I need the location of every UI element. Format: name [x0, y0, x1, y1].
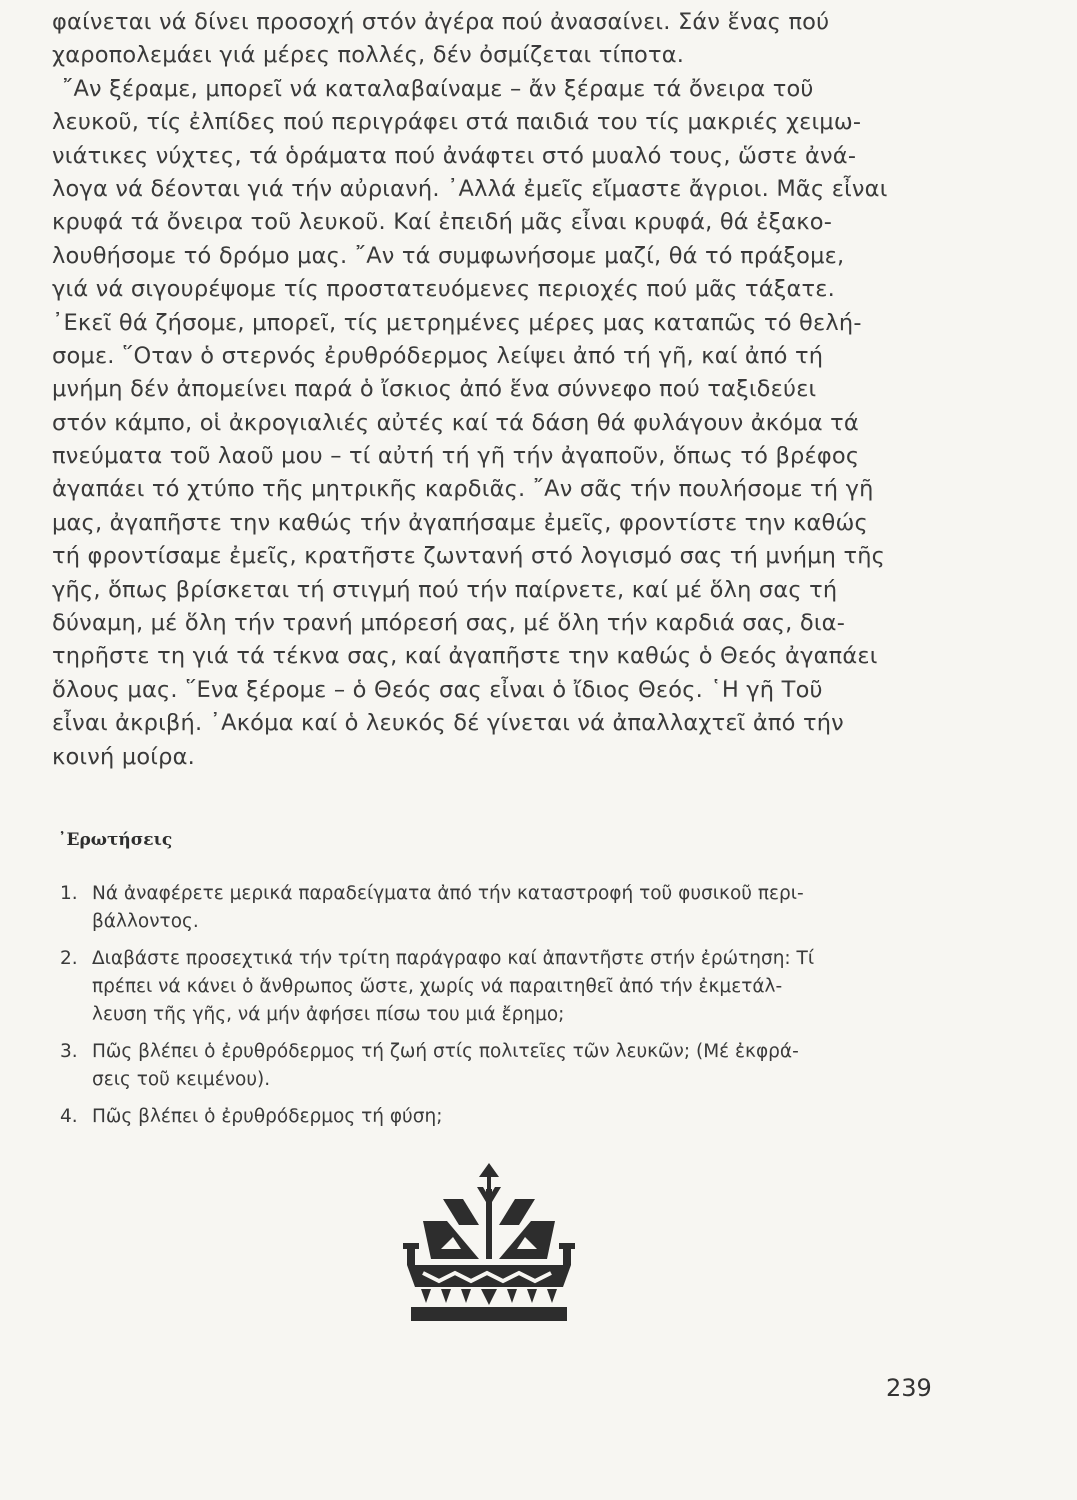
question-number: 1. [60, 883, 78, 904]
question-line: Πῶς βλέπει ὁ ἐρυθρόδερμος τή ζωή στίς πολιτεῖες τῶν λευκῶν; (Μέ ἐκφρά- [92, 1041, 799, 1062]
text-line: ῎Αν ξέραμε, μπορεῖ νά καταλαβαίναμε – ἄν ξέραμε τά ὄνειρα τοῦ [62, 75, 814, 102]
text-line: τή φροντίσαμε ἐμεῖς, κρατῆστε ζωντανή στό λογισμό σας τή μνήμη τῆς [52, 543, 886, 570]
text-line: ἀγαπάει τό χτύπο τῆς μητρικῆς καρδιᾶς. ῎Αν σᾶς τήν πουλήσομε τή γῆ [52, 476, 874, 503]
question-line: Πῶς βλέπει ὁ ἐρυθρόδερμος τή φύση; [92, 1106, 443, 1127]
question-line: σεις τοῦ κειμένου). [92, 1069, 271, 1090]
text-line: μας, ἀγαπῆστε την καθώς τήν ἀγαπήσαμε ἐμεῖς, φροντίστε την καθώς [52, 509, 868, 536]
text-line: γῆς, ὅπως βρίσκεται τή στιγμή πού τήν παίρνετε, καί μέ ὅλη σας τή [52, 576, 838, 603]
text-line: γιά νά σιγουρέψομε τίς προστατευόμενες περιοχές πού μᾶς τάξατε. [52, 276, 836, 303]
question-item [60, 1038, 940, 1094]
question-number: 2. [60, 948, 78, 969]
text-line: εἶναι ἀκριβή. ᾿Ακόμα καί ὁ λευκός δέ γίνεται νά ἀπαλλαχτεῖ ἀπό τήν [52, 710, 844, 737]
questions-heading: ᾿Ερωτήσεις [58, 830, 173, 850]
text-line: φαίνεται νά δίνει προσοχή στόν ἀγέρα πού ἀνασαίνει. Σάν ἕνας πού [52, 9, 830, 35]
text-line: λογα νά δέονται γιά τήν αὐριανή. ᾿Αλλά ἐμεῖς εἴμαστε ἄγριοι. Μᾶς εἶναι [52, 175, 888, 202]
question-line: Νά ἀναφέρετε μερικά παραδείγματα ἀπό τήν καταστροφή τοῦ φυσικοῦ περι- [92, 883, 804, 904]
text-line: κοινή μοίρα. [52, 743, 195, 770]
text-line: σομε. ῞Οταν ὁ στερνός ἐρυθρόδερμος λείψει ἀπό τή γῆ, καί ἀπό τή [52, 342, 824, 369]
text-line: μνήμη δέν ἀπομείνει παρά ὁ ἴσκιος ἀπό ἕνα σύννεφο πού ταξιδεύει [52, 376, 817, 403]
questions-list [60, 880, 940, 1140]
text-line: ᾿Εκεῖ θά ζήσομε, μπορεῖ, τίς μετρημένες μέρες μας καταπῶς τό θελή- [52, 309, 862, 336]
question-number: 3. [60, 1041, 78, 1062]
page-number: 239 [886, 1374, 932, 1402]
question-line: λευση τῆς γῆς, νά μήν ἀφήσει πίσω του μιά ἔρημο; [92, 1004, 565, 1025]
text-line: πνεύματα τοῦ λαοῦ μου – τί αὐτή τή γῆ τήν ἀγαποῦν, ὅπως τό βρέφος [52, 443, 860, 470]
text-line: στόν κάμπο, οἱ ἀκρογιαλιές αὐτές καί τά δάση θά φυλάγουν ἀκόμα τά [52, 409, 859, 436]
question-line: Διαβάστε προσεχτικά τήν τρίτη παράγραφο καί ἀπαντῆστε στήν ἐρώτηση: Τί [92, 948, 815, 969]
question-line: βάλλοντος. [92, 911, 199, 932]
text-line: λευκοῦ, τίς ἐλπίδες πού περιγράφει στά παιδιά του τίς μακριές χειμω- [52, 109, 862, 136]
question-item [60, 1103, 940, 1131]
text-line: ὅλους μας. ῞Ενα ξέρομε – ὁ Θεός σας εἶναι ὁ ἴδιος Θεός. ῾Η γῆ Τοῦ [52, 676, 823, 703]
text-line: κρυφά τά ὄνειρα τοῦ λευκοῦ. Καί ἐπειδή μᾶς εἶναι κρυφά, θά ἐξακο- [52, 209, 833, 236]
text-line: τηρῆστε τη γιά τά τέκνα σας, καί ἀγαπῆστε την καθώς ὁ Θεός ἀγαπάει [52, 643, 878, 670]
text-line: χαροπολεμάει γιά μέρες πολλές, δέν ὀσμίζεται τίποτα. [52, 42, 685, 69]
tree-ornament-icon [403, 1163, 575, 1321]
text-line: νιάτικες νύχτες, τά ὁράματα πού ἀνάφτει στό μυαλό τους, ὥστε ἀνά- [52, 142, 857, 169]
question-item [60, 880, 940, 936]
question-number: 4. [60, 1106, 78, 1127]
body-text [52, 6, 932, 774]
question-item [60, 945, 940, 1029]
question-line: πρέπει νά κάνει ὁ ἄνθρωπος ὥστε, χωρίς νά παραιτηθεῖ ἀπό τήν ἐκμετάλ- [92, 976, 783, 997]
text-line: δύναμη, μέ ὅλη τήν τρανή μπόρεσή σας, μέ ὅλη τήν καρδιά σας, δια- [52, 610, 846, 637]
text-line: λουθήσομε τό δρόμο μας. ῎Αν τά συμφωνήσομε μαζί, θά τό πράξομε, [52, 242, 845, 269]
